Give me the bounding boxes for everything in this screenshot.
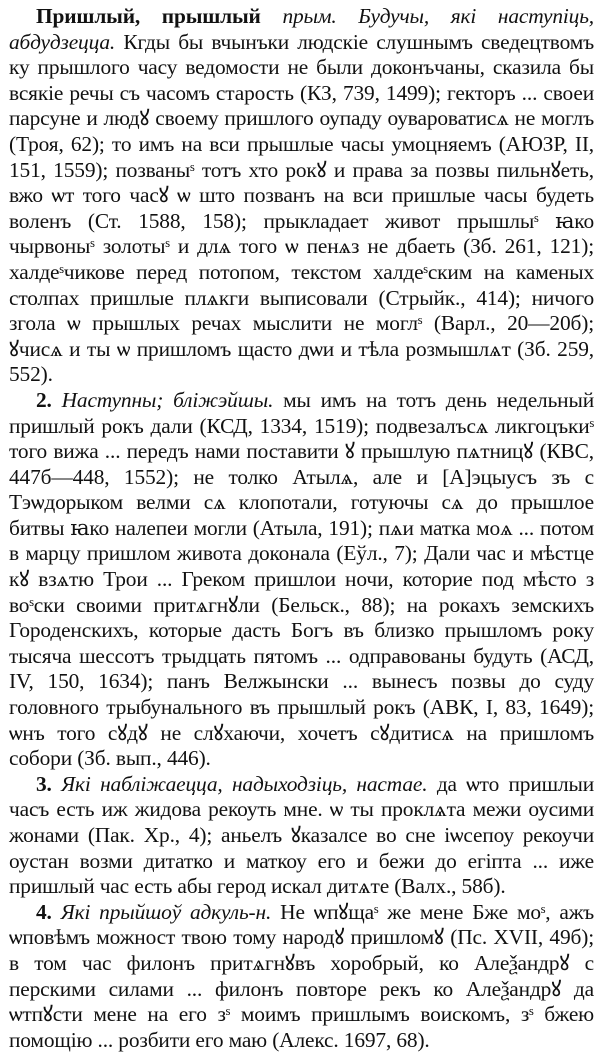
entry-grammar-and-gloss: прым. Будучы, які наступіць, абдудзецца.	[9, 4, 594, 54]
sense-3-definition: Які набліжаецца, надыходзіць, настае.	[61, 771, 428, 796]
sense-2-definition: Наступны; бліжэйшы.	[61, 387, 274, 412]
sense-4-number: 4.	[36, 899, 52, 924]
dictionary-entry-sense-1	[9, 4, 594, 388]
dictionary-entry-sense-2	[9, 388, 594, 772]
sense-3-number: 3.	[36, 771, 52, 796]
dictionary-entry-sense-4	[9, 900, 594, 1053]
sense-2-citations: мы имъ на тотъ день недельный пришлый рокъ дали (КСД, 1334, 1519); подвезалъсѧ ликгоцъкиˢ того вижа ... передъ нами поставити ꙋ прышлую пѧтницꙋ (КВС, 447б—448, 1552); не толко Атылѧ, але и [А]эцыусъ зъ с Тэѡдорыком велми сѧ клопотали, готуючы сѧ до прышлое битвы ꙗко налепеи могли (Атыла, 191); пѧи матка моѧ ... потом в марцу пришлом живота доконала (Еўл., 7); Дали час и мѣстце кꙋ взѧтю Трои ... Греком пришлои ночи, которие под мѣсто з воˢски своими притѧгнꙋли (Бельск., 88); на рокахъ земскихъ Городенскихъ, которые дасть Богъ въ близко прышломъ року тысяча шессотъ трыдцать пятомъ ... одправованы будуть (АСД, IV, 150, 1634); панъ Велжынски ... вынесъ позвы до суду головного трыбунального въ прышлый рокъ (АВК, I, 83, 1649); ѡнъ того сꙋдꙋ не слꙋхаючи, хочетъ сꙋдитисѧ на пришломъ собори (Зб. вып., 446).	[9, 387, 594, 771]
sense-1-citations: Кгды бы вчынъки людскіе слушнымъ сведецтвомъ ку прышлого часу ведомости не были доконъчаны, сказила бы всякіе речы съ часомъ старость (КЗ, 739, 1499); гекторъ ... своеи парсуне и людꙋ своему пришлого оупаду оувароватисѧ не моглъ (Троя, 62); то имъ на вси прышлые часы умоцняемъ (АЮЗР, II, 151, 1559); позваныˢ тотъ хто рокꙋ и права за позвы пильнꙋеть, вжо ѡт того часꙋ ѡ што позванъ на вси пришлые часы будеть воленъ (Ст. 1588, 158); прыкладает живот прышлыˢ ꙗко чырвоныˢ золотыˢ и длѧ того ѡ пенѧз не дбаеть (Зб. 261, 121); халдеˢчикове перед потопом, текстом халдеˢским на каменых столпах пришлые плѧкги выписовали (Стрыйк., 414); ничого згола ѡ прышлых речах мыслити не моглˢ (Варл., 20—20б); ꙋчисѧ и ты ѡ пришломъ щасто дѡи и тѣла розмышлѧт (Зб. 259, 552).	[9, 29, 595, 387]
dictionary-entry-sense-3	[9, 772, 594, 900]
sense-3-citations: да ѡто пришлыи часъ есть иж жидова рекоуть мне. ѡ ты проклѧта межи оусими жонами (Пак. Хр., 4); аньелъ ꙋказалсе во сне іѡсепоу рекоучи оустан возми дитатко и маткоу его и бежи до егіпта ... иже пришлый час есть абы герод искал дитѧте (Валх., 58б).	[9, 771, 595, 899]
sense-2-number: 2.	[36, 387, 52, 412]
sense-4-citations: Не ѡпꙋщаˢ же мене Бже моˢ, ажъ ѡповѣмъ можност твою тому народꙋ пришломꙋ (Пс. XVII, 49б); в том час филонъ притѧгнꙋвъ хоробрый, ко Алеѯандрꙋ с перскими силами ... филонъ повторе рекъ ко Алеѯандрꙋ да ѡтпꙋсти мене на его зˢ моимъ пришлымъ воискомъ, зˢ бжею помощію ... розбити его маю (Алекс. 1697, 68).	[9, 899, 594, 1052]
entry-headword: Пришлый, прышлый	[36, 4, 261, 28]
sense-4-definition: Які прыйшоў адкуль-н.	[60, 899, 272, 924]
